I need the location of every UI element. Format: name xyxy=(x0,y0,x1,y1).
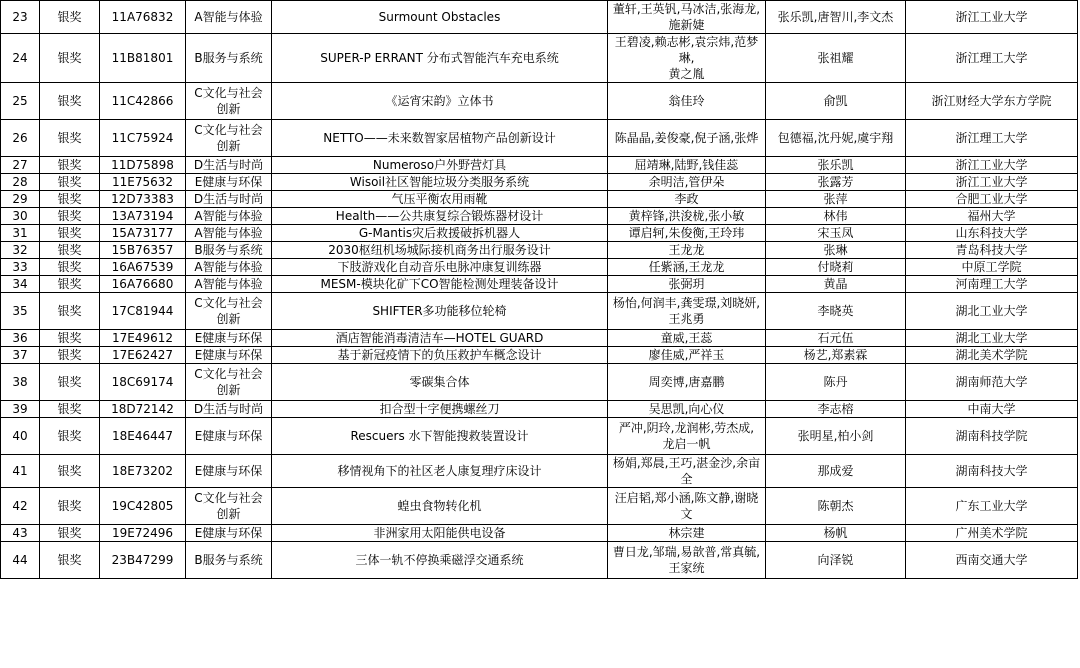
cell-school: 湖北美术学院 xyxy=(906,347,1078,364)
cell-team-members: 黄梓锋,洪浚栊,张小敏 xyxy=(608,208,766,225)
table-row xyxy=(1,401,1078,418)
cell-row-number: 34 xyxy=(1,276,40,293)
cell-award-level: 银奖 xyxy=(40,330,100,347)
cell-row-number: 28 xyxy=(1,174,40,191)
cell-advisor: 付晓莉 xyxy=(766,259,906,276)
table-row xyxy=(1,276,1078,293)
cell-row-number: 41 xyxy=(1,455,40,488)
cell-entry-code: 16A67539 xyxy=(100,259,186,276)
cell-advisor: 张明星,柏小剑 xyxy=(766,418,906,455)
cell-advisor: 石元伍 xyxy=(766,330,906,347)
cell-category: E健康与环保 xyxy=(186,330,272,347)
cell-work-title: G-Mantis灾后救援破拆机器人 xyxy=(272,225,608,242)
table-row xyxy=(1,330,1078,347)
cell-entry-code: 18E46447 xyxy=(100,418,186,455)
cell-school: 湖南科技学院 xyxy=(906,418,1078,455)
cell-entry-code: 18E73202 xyxy=(100,455,186,488)
cell-row-number: 40 xyxy=(1,418,40,455)
cell-row-number: 38 xyxy=(1,364,40,401)
cell-advisor: 陈丹 xyxy=(766,364,906,401)
cell-award-level: 银奖 xyxy=(40,525,100,542)
cell-entry-code: 19E72496 xyxy=(100,525,186,542)
cell-award-level: 银奖 xyxy=(40,208,100,225)
cell-entry-code: 15B76357 xyxy=(100,242,186,259)
cell-award-level: 银奖 xyxy=(40,364,100,401)
cell-entry-code: 17E49612 xyxy=(100,330,186,347)
cell-work-title: 三体一轨不停换乘磁浮交通系统 xyxy=(272,542,608,579)
cell-award-level: 银奖 xyxy=(40,225,100,242)
cell-work-title: Rescuers 水下智能搜救装置设计 xyxy=(272,418,608,455)
cell-row-number: 32 xyxy=(1,242,40,259)
cell-school: 中南大学 xyxy=(906,401,1078,418)
cell-row-number: 43 xyxy=(1,525,40,542)
cell-team-members: 任紫涵,王龙龙 xyxy=(608,259,766,276)
cell-entry-code: 11E75632 xyxy=(100,174,186,191)
table-row xyxy=(1,364,1078,401)
cell-school: 浙江工业大学 xyxy=(906,157,1078,174)
cell-award-level: 银奖 xyxy=(40,455,100,488)
table-row xyxy=(1,120,1078,157)
cell-advisor: 黄晶 xyxy=(766,276,906,293)
cell-category: A智能与体验 xyxy=(186,1,272,34)
cell-school: 广东工业大学 xyxy=(906,488,1078,525)
cell-row-number: 39 xyxy=(1,401,40,418)
cell-award-level: 银奖 xyxy=(40,259,100,276)
cell-advisor: 张露芳 xyxy=(766,174,906,191)
cell-category: A智能与体验 xyxy=(186,225,272,242)
cell-category: D生活与时尚 xyxy=(186,157,272,174)
cell-row-number: 36 xyxy=(1,330,40,347)
cell-school: 浙江工业大学 xyxy=(906,174,1078,191)
cell-work-title: 酒店智能消毒清洁车—HOTEL GUARD xyxy=(272,330,608,347)
cell-work-title: NETTO——未来数智家居植物产品创新设计 xyxy=(272,120,608,157)
cell-award-level: 银奖 xyxy=(40,191,100,208)
cell-row-number: 42 xyxy=(1,488,40,525)
cell-row-number: 27 xyxy=(1,157,40,174)
cell-row-number: 24 xyxy=(1,34,40,83)
cell-advisor: 包德福,沈丹妮,虞宇翔 xyxy=(766,120,906,157)
cell-row-number: 31 xyxy=(1,225,40,242)
table-row xyxy=(1,191,1078,208)
cell-award-level: 银奖 xyxy=(40,242,100,259)
cell-entry-code: 18D72142 xyxy=(100,401,186,418)
cell-team-members: 谭启轲,朱俊衡,王玲玮 xyxy=(608,225,766,242)
cell-entry-code: 17C81944 xyxy=(100,293,186,330)
cell-school: 湖北工业大学 xyxy=(906,293,1078,330)
cell-row-number: 37 xyxy=(1,347,40,364)
cell-work-title: 扣合型十字便携螺丝刀 xyxy=(272,401,608,418)
cell-team-members: 周奕博,唐嘉鹏 xyxy=(608,364,766,401)
table-row xyxy=(1,157,1078,174)
cell-category: A智能与体验 xyxy=(186,259,272,276)
cell-school: 福州大学 xyxy=(906,208,1078,225)
cell-work-title: 零碳集合体 xyxy=(272,364,608,401)
cell-category: D生活与时尚 xyxy=(186,191,272,208)
cell-category: E健康与环保 xyxy=(186,174,272,191)
cell-award-level: 银奖 xyxy=(40,542,100,579)
cell-work-title: 基于新冠疫情下的负压救护车概念设计 xyxy=(272,347,608,364)
cell-entry-code: 11B81801 xyxy=(100,34,186,83)
cell-entry-code: 12D73383 xyxy=(100,191,186,208)
cell-award-level: 银奖 xyxy=(40,488,100,525)
cell-category: C文化与社会 创新 xyxy=(186,364,272,401)
cell-advisor: 宋玉凤 xyxy=(766,225,906,242)
cell-advisor: 向泽锐 xyxy=(766,542,906,579)
cell-advisor: 张萍 xyxy=(766,191,906,208)
cell-advisor: 那成爱 xyxy=(766,455,906,488)
cell-entry-code: 11A76832 xyxy=(100,1,186,34)
cell-work-title: Health——公共康复综合锻炼器材设计 xyxy=(272,208,608,225)
cell-school: 合肥工业大学 xyxy=(906,191,1078,208)
cell-team-members: 余明洁,管伊朵 xyxy=(608,174,766,191)
cell-school: 湖南科技大学 xyxy=(906,455,1078,488)
cell-row-number: 26 xyxy=(1,120,40,157)
cell-school: 湖北工业大学 xyxy=(906,330,1078,347)
cell-advisor: 杨帆 xyxy=(766,525,906,542)
cell-team-members: 陈晶晶,姜俊豪,倪子涵,张烨 xyxy=(608,120,766,157)
cell-row-number: 44 xyxy=(1,542,40,579)
cell-work-title: 气压平衡农用雨靴 xyxy=(272,191,608,208)
cell-category: C文化与社会 创新 xyxy=(186,488,272,525)
cell-team-members: 屈靖琳,陆野,钱佳蕊 xyxy=(608,157,766,174)
cell-team-members: 汪启韬,郑小涵,陈文静,谢晓文 xyxy=(608,488,766,525)
cell-row-number: 35 xyxy=(1,293,40,330)
cell-school: 中原工学院 xyxy=(906,259,1078,276)
cell-advisor: 李志榕 xyxy=(766,401,906,418)
cell-category: C文化与社会 创新 xyxy=(186,293,272,330)
cell-team-members: 王龙龙 xyxy=(608,242,766,259)
cell-work-title: SUPER-P ERRANT 分布式智能汽车充电系统 xyxy=(272,34,608,83)
cell-entry-code: 23B47299 xyxy=(100,542,186,579)
cell-school: 浙江工业大学 xyxy=(906,1,1078,34)
cell-category: A智能与体验 xyxy=(186,208,272,225)
cell-category: E健康与环保 xyxy=(186,525,272,542)
table-body xyxy=(1,1,1078,579)
cell-category: C文化与社会 创新 xyxy=(186,120,272,157)
cell-advisor: 张乐凯 xyxy=(766,157,906,174)
cell-team-members: 林宗建 xyxy=(608,525,766,542)
table-row xyxy=(1,208,1078,225)
cell-advisor: 杨艺,郑素霖 xyxy=(766,347,906,364)
cell-entry-code: 18C69174 xyxy=(100,364,186,401)
cell-team-members: 童威,王蕊 xyxy=(608,330,766,347)
cell-work-title: SHIFTER多功能移位轮椅 xyxy=(272,293,608,330)
cell-row-number: 25 xyxy=(1,83,40,120)
cell-team-members: 翁佳玲 xyxy=(608,83,766,120)
table-row xyxy=(1,83,1078,120)
cell-team-members: 李政 xyxy=(608,191,766,208)
cell-school: 湖南师范大学 xyxy=(906,364,1078,401)
cell-award-level: 银奖 xyxy=(40,347,100,364)
cell-award-level: 银奖 xyxy=(40,401,100,418)
cell-work-title: 2030枢纽机场城际接机商务出行服务设计 xyxy=(272,242,608,259)
cell-award-level: 银奖 xyxy=(40,1,100,34)
table-row xyxy=(1,418,1078,455)
cell-advisor: 张琳 xyxy=(766,242,906,259)
table-row xyxy=(1,34,1078,83)
table-row xyxy=(1,225,1078,242)
cell-award-level: 银奖 xyxy=(40,120,100,157)
cell-team-members: 杨娟,郑晨,王巧,湛金沙,余亩全 xyxy=(608,455,766,488)
table-row xyxy=(1,242,1078,259)
table-row xyxy=(1,259,1078,276)
cell-entry-code: 15A73177 xyxy=(100,225,186,242)
cell-row-number: 30 xyxy=(1,208,40,225)
cell-category: A智能与体验 xyxy=(186,276,272,293)
cell-team-members: 杨怡,何润丰,龚雯璟,刘晓妍, 王兆勇 xyxy=(608,293,766,330)
cell-entry-code: 11D75898 xyxy=(100,157,186,174)
cell-school: 浙江理工大学 xyxy=(906,34,1078,83)
cell-school: 广州美术学院 xyxy=(906,525,1078,542)
cell-entry-code: 11C75924 xyxy=(100,120,186,157)
cell-school: 浙江财经大学东方学院 xyxy=(906,83,1078,120)
cell-entry-code: 17E62427 xyxy=(100,347,186,364)
cell-team-members: 曹日龙,邹瑞,易歆普,常真毓, 王家统 xyxy=(608,542,766,579)
cell-award-level: 银奖 xyxy=(40,174,100,191)
cell-work-title: 《运宵宋韵》立体书 xyxy=(272,83,608,120)
cell-award-level: 银奖 xyxy=(40,293,100,330)
cell-work-title: 蝗虫食物转化机 xyxy=(272,488,608,525)
cell-entry-code: 16A76680 xyxy=(100,276,186,293)
cell-category: D生活与时尚 xyxy=(186,401,272,418)
cell-team-members: 王碧凌,赖志彬,袁宗炜,范梦琳, 黄之胤 xyxy=(608,34,766,83)
cell-team-members: 严冲,阴玲,龙润彬,劳杰成, 龙启一帆 xyxy=(608,418,766,455)
cell-entry-code: 11C42866 xyxy=(100,83,186,120)
cell-entry-code: 13A73194 xyxy=(100,208,186,225)
cell-advisor: 张乐凯,唐智川,李文杰 xyxy=(766,1,906,34)
cell-row-number: 23 xyxy=(1,1,40,34)
cell-entry-code: 19C42805 xyxy=(100,488,186,525)
cell-school: 河南理工大学 xyxy=(906,276,1078,293)
cell-work-title: Surmount Obstacles xyxy=(272,1,608,34)
table-row xyxy=(1,293,1078,330)
table-row xyxy=(1,174,1078,191)
cell-school: 浙江理工大学 xyxy=(906,120,1078,157)
cell-award-level: 银奖 xyxy=(40,276,100,293)
table-row xyxy=(1,488,1078,525)
cell-award-level: 银奖 xyxy=(40,157,100,174)
cell-award-level: 银奖 xyxy=(40,34,100,83)
cell-school: 青岛科技大学 xyxy=(906,242,1078,259)
cell-advisor: 李晓英 xyxy=(766,293,906,330)
cell-category: E健康与环保 xyxy=(186,455,272,488)
cell-category: B服务与系统 xyxy=(186,34,272,83)
cell-work-title: MESM-模块化矿下CO智能检测处理装备设计 xyxy=(272,276,608,293)
cell-team-members: 董轩,王英钒,马冰洁,张海龙, 施新婕 xyxy=(608,1,766,34)
cell-team-members: 张弼玥 xyxy=(608,276,766,293)
cell-award-level: 银奖 xyxy=(40,418,100,455)
cell-row-number: 29 xyxy=(1,191,40,208)
cell-work-title: 移情视角下的社区老人康复理疗床设计 xyxy=(272,455,608,488)
cell-team-members: 吴思凯,向心仪 xyxy=(608,401,766,418)
table-row xyxy=(1,542,1078,579)
cell-advisor: 林伟 xyxy=(766,208,906,225)
table-row xyxy=(1,1,1078,34)
cell-advisor: 俞凯 xyxy=(766,83,906,120)
cell-team-members: 廖佳威,严祥玉 xyxy=(608,347,766,364)
cell-school: 西南交通大学 xyxy=(906,542,1078,579)
cell-work-title: 非洲家用太阳能供电设备 xyxy=(272,525,608,542)
cell-row-number: 33 xyxy=(1,259,40,276)
cell-category: B服务与系统 xyxy=(186,542,272,579)
table-row xyxy=(1,525,1078,542)
cell-school: 山东科技大学 xyxy=(906,225,1078,242)
cell-category: E健康与环保 xyxy=(186,418,272,455)
cell-work-title: Numeroso户外野营灯具 xyxy=(272,157,608,174)
cell-advisor: 张祖耀 xyxy=(766,34,906,83)
cell-work-title: Wisoil社区智能垃圾分类服务系统 xyxy=(272,174,608,191)
cell-category: B服务与系统 xyxy=(186,242,272,259)
table-row xyxy=(1,347,1078,364)
cell-category: E健康与环保 xyxy=(186,347,272,364)
cell-advisor: 陈朝杰 xyxy=(766,488,906,525)
cell-work-title: 下肢游戏化自动音乐电脉冲康复训练器 xyxy=(272,259,608,276)
cell-award-level: 银奖 xyxy=(40,83,100,120)
table-row xyxy=(1,455,1078,488)
cell-category: C文化与社会 创新 xyxy=(186,83,272,120)
